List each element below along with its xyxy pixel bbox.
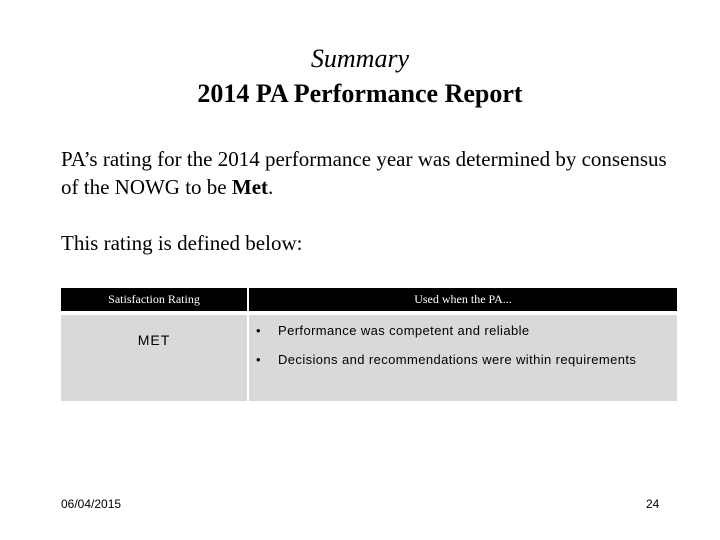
table-row — [61, 315, 677, 401]
bullet-dot-icon: • — [256, 352, 261, 367]
bullet-dot-icon: • — [256, 323, 261, 338]
rating-paragraph — [61, 145, 681, 201]
rating-paragraph-text: PA’s rating for the 2014 performance year was determined by consensus of the NOWG to be — [61, 147, 667, 199]
footer-date: 06/04/2015 — [61, 497, 122, 511]
footer-page-number: 24 — [646, 497, 660, 511]
table-header-row — [61, 288, 677, 311]
slide-title-line1: Summary — [310, 44, 410, 73]
rating-value-bold: Met — [231, 175, 269, 199]
rating-label: MET — [137, 332, 171, 348]
criteria-cell — [249, 315, 677, 401]
rating-cell — [61, 315, 247, 401]
definition-intro-paragraph: This rating is defined below: — [61, 231, 303, 255]
criteria-text: Performance was competent and reliable — [278, 323, 530, 338]
criteria-item — [256, 352, 636, 367]
header-used-when: Used when the PA... — [249, 288, 677, 311]
criteria-item — [256, 323, 530, 338]
slide-title-line2: 2014 PA Performance Report — [197, 79, 523, 108]
rating-paragraph-end: . — [268, 175, 274, 199]
rating-table — [61, 288, 677, 401]
header-satisfaction-rating: Satisfaction Rating — [61, 288, 247, 311]
criteria-text: Decisions and recommendations were within requirements — [278, 352, 637, 367]
